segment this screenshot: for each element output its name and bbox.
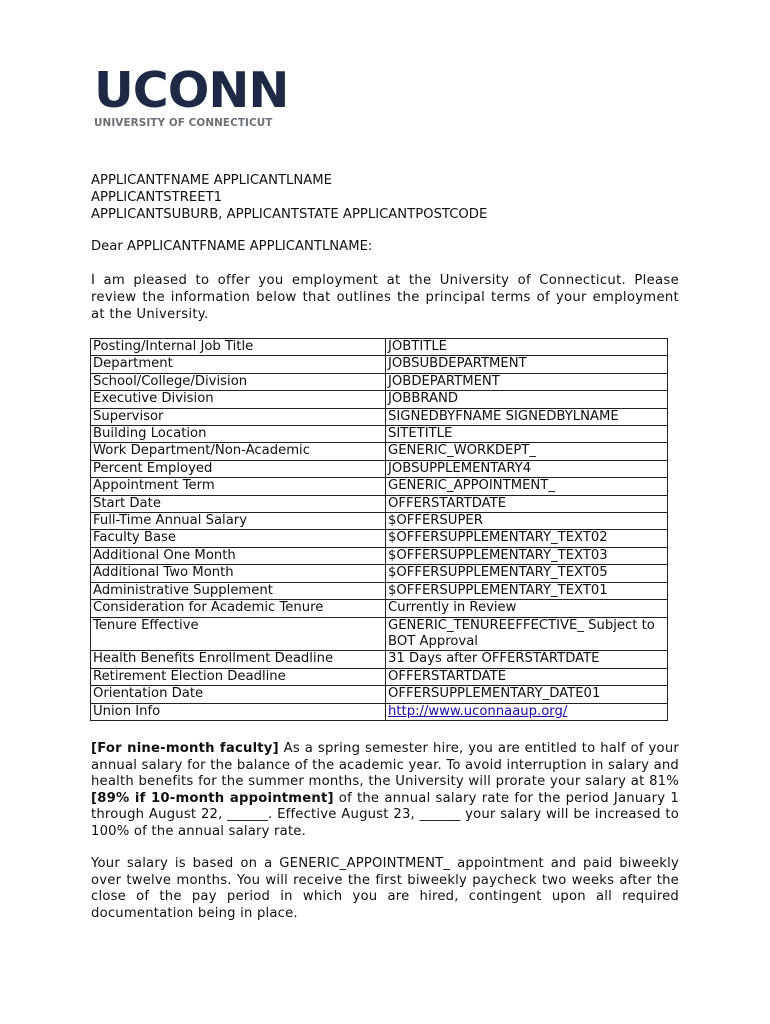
table-row	[91, 478, 668, 495]
employment-terms-table	[90, 338, 668, 721]
table-row	[91, 408, 668, 425]
table-row	[91, 703, 668, 720]
para1-text1: As a spring semester hire, you are entitled to half of your annual salary for the balance of the academic year. To avoid interruption in salary and health benefits for the summer months, the University will prorate your salary at 81%	[91, 741, 680, 790]
term-label: Tenure Effective	[91, 617, 386, 651]
table-row	[91, 668, 668, 685]
table-row	[91, 547, 668, 564]
term-label: Union Info	[91, 703, 386, 720]
term-label: Administrative Supplement	[91, 582, 386, 599]
table-row	[91, 582, 668, 599]
table-row	[91, 513, 668, 530]
logo-subtitle: UNIVERSITY OF CONNECTICUT	[94, 117, 273, 129]
logo-wordmark: UCONN	[94, 62, 289, 119]
term-value: OFFERSTARTDATE	[386, 495, 668, 512]
union-info-link[interactable]: http://www.uconnaaup.org/	[388, 703, 568, 719]
term-value: OFFERSTARTDATE	[386, 668, 668, 685]
uconn-logo	[94, 62, 289, 129]
table-row	[91, 530, 668, 547]
term-value: $OFFERSUPPLEMENTARY_TEXT01	[386, 582, 668, 599]
term-value: 31 Days after OFFERSTARTDATE	[386, 651, 668, 668]
table-row	[91, 686, 668, 703]
term-value: $OFFERSUPPLEMENTARY_TEXT03	[386, 547, 668, 564]
term-label: Building Location	[91, 426, 386, 443]
term-value: JOBTITLE	[386, 339, 668, 356]
term-value: SIGNEDBYFNAME SIGNEDBYLNAME	[386, 408, 668, 425]
term-value: SITETITLE	[386, 426, 668, 443]
term-label: Posting/Internal Job Title	[91, 339, 386, 356]
term-value: Currently in Review	[386, 600, 668, 617]
table-row	[91, 495, 668, 512]
term-label: Orientation Date	[91, 686, 386, 703]
table-row	[91, 391, 668, 408]
term-value: JOBSUPPLEMENTARY4	[386, 460, 668, 477]
term-label: School/College/Division	[91, 373, 386, 390]
table-row	[91, 339, 668, 356]
term-value: $OFFERSUPER	[386, 513, 668, 530]
term-value: JOBDEPARTMENT	[386, 373, 668, 390]
address-line-3: APPLICANTSUBURB, APPLICANTSTATE APPLICANTPOSTCODE	[91, 207, 488, 222]
table-row	[91, 426, 668, 443]
term-label: Supervisor	[91, 408, 386, 425]
term-label: Executive Division	[91, 391, 386, 408]
term-label: Retirement Election Deadline	[91, 668, 386, 685]
para1-text2: of the annual salary rate for the period January 1 through August 22, ______. Effective August 23, ______ your salary will be increased to 100% of the annual salary rate.	[91, 790, 679, 839]
table-row	[91, 373, 668, 390]
term-value: GENERIC_WORKDEPT_	[386, 443, 668, 460]
term-value: $OFFERSUPPLEMENTARY_TEXT02	[386, 530, 668, 547]
term-value: $OFFERSUPPLEMENTARY_TEXT05	[386, 565, 668, 582]
term-label: Additional Two Month	[91, 565, 386, 582]
term-label: Appointment Term	[91, 478, 386, 495]
term-value: OFFERSUPPLEMENTARY_DATE01	[386, 686, 668, 703]
intro-paragraph: I am pleased to offer you employment at the University of Connecticut. Please review the information below that outlines the principal terms of your employment at the University.	[91, 273, 679, 322]
term-label: Percent Employed	[91, 460, 386, 477]
salary-paragraph: Your salary is based on a GENERIC_APPOINTMENT_ appointment and paid biweekly over twelve months. You will receive the first biweekly paycheck two weeks after the close of the pay period in which you are hired, contingent upon all required documentation being in place.	[91, 856, 679, 921]
term-label: Work Department/Non-Academic	[91, 443, 386, 460]
nine-month-bold: [For nine-month faculty]	[91, 741, 279, 756]
table-row	[91, 565, 668, 582]
table-row	[91, 651, 668, 668]
recipient-address	[91, 172, 487, 223]
table-row	[91, 617, 668, 651]
term-label: Faculty Base	[91, 530, 386, 547]
table-row	[91, 460, 668, 477]
term-label: Additional One Month	[91, 547, 386, 564]
term-label: Start Date	[91, 495, 386, 512]
ten-month-bold: [89% if 10-month appointment]	[91, 790, 334, 806]
term-label: Consideration for Academic Tenure	[91, 600, 386, 617]
term-label: Health Benefits Enrollment Deadline	[91, 651, 386, 668]
table-row	[91, 356, 668, 373]
term-label: Full-Time Annual Salary	[91, 513, 386, 530]
nine-month-faculty-paragraph	[91, 741, 679, 841]
table-row	[91, 443, 668, 460]
term-value-cell	[386, 703, 668, 720]
address-line-2: APPLICANTSTREET1	[91, 190, 223, 205]
term-value: JOBSUBDEPARTMENT	[386, 356, 668, 373]
salutation: Dear APPLICANTFNAME APPLICANTLNAME:	[91, 239, 373, 254]
address-line-1: APPLICANTFNAME APPLICANTLNAME	[91, 173, 332, 188]
term-value: GENERIC_APPOINTMENT_	[386, 478, 668, 495]
term-value: GENERIC_TENUREEFFECTIVE_ Subject to BOT Approval	[386, 617, 668, 651]
term-label: Department	[91, 356, 386, 373]
term-value: JOBBRAND	[386, 391, 668, 408]
table-row	[91, 600, 668, 617]
